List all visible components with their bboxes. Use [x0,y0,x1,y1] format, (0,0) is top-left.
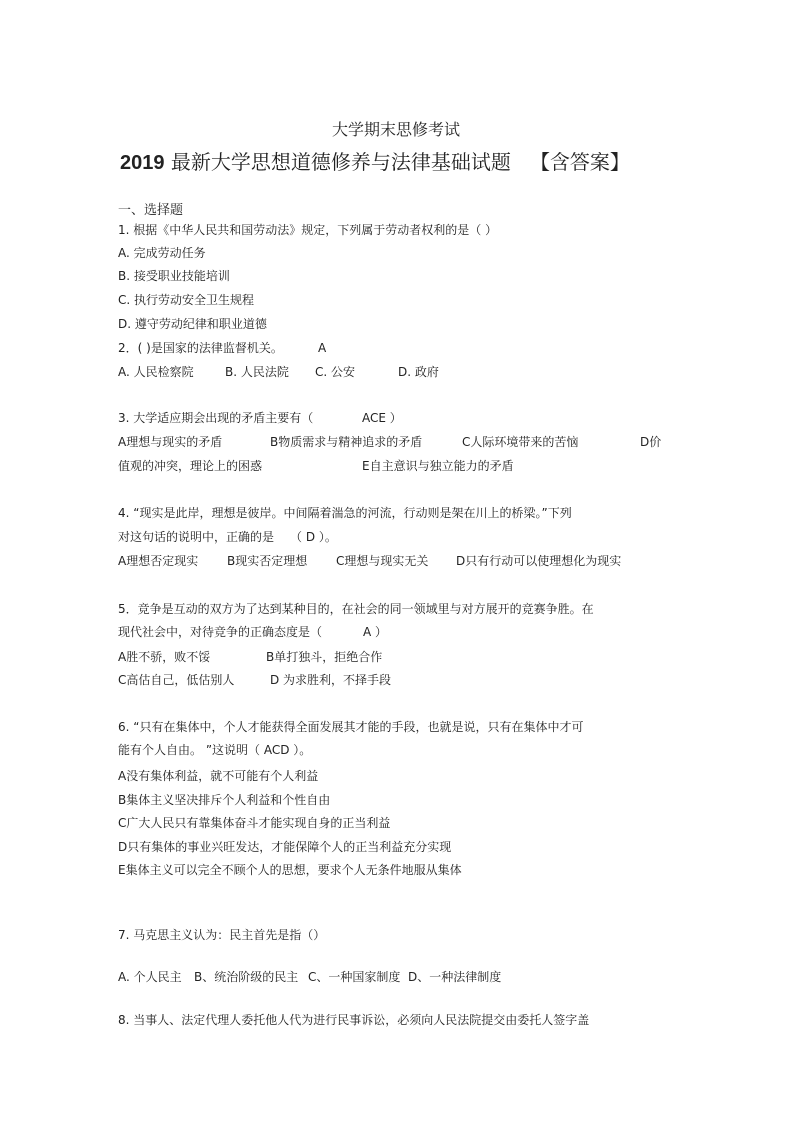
q6-option-a: A没有集体利益，就不可能有个人利益 [118,769,319,783]
question-2: 2．( )是国家的法律监督机关。 [118,341,283,355]
q2-answer: A [318,341,327,355]
q1-option-b: B. 接受职业技能培训 [118,269,230,283]
q3-option-b: B物质需求与精神追求的矛盾 [270,435,423,449]
q5-option-a: A胜不骄，败不馁 [118,650,211,664]
q3-option-e: E自主意识与独立能力的矛盾 [362,459,514,473]
q2-option-b: B. 人民法院 [225,365,289,379]
question-3: 3. 大学适应期会出现的矛盾主要有（ [118,411,314,425]
question-6: 6. “只有在集体中，个人才能获得全面发展其才能的手段，也就是说，只有在集体中才可 [118,720,584,734]
q7-option-d: D、一种法律制度 [408,970,502,984]
document-title [120,148,630,177]
q5-option-b: B单打独斗，拒绝合作 [266,650,383,664]
q7-option-a: A. 个人民主 [118,970,182,984]
title-text: 最新大学思想道德修养与法律基础试题 [170,150,511,174]
q3-answer: ACE ） [362,411,402,425]
q5-answer: A ） [363,625,388,639]
q2-option-c: C. 公安 [315,365,356,379]
title-tag: 【含答案】 [529,150,630,174]
q6-option-c: C广大人民只有靠集体奋斗才能实现自身的正当利益 [118,816,391,830]
q2-option-a: A. 人民检察院 [118,365,194,379]
q3-option-c: C人际环境带来的苦恼 [462,435,579,449]
q3-option-d: D价 [640,435,662,449]
question-8: 8. 当事人、法定代理人委托他人代为进行民事诉讼，必须向人民法院提交由委托人签字盖 [118,1013,590,1027]
question-5: 5．竞争是互动的双方为了达到某种目的，在社会的同一领域里与对方展开的竞赛争胜。在 [118,602,594,616]
q4-answer: （ D ）。 [290,530,337,544]
question-7: 7. 马克思主义认为：民主首先是指（） [118,928,326,942]
q4-option-b: B现实否定理想 [227,554,308,568]
q6-option-e: E集体主义可以完全不顾个人的思想，要求个人无条件地服从集体 [118,863,462,877]
q3-option-d-cont: 值观的冲突，理论上的困惑 [118,459,263,473]
question-5-cont: 现代社会中，对待竞争的正确态度是（ [118,625,323,639]
title-year: 2019 [120,152,165,174]
q6-option-d: D只有集体的事业兴旺发达，才能保障个人的正当利益充分实现 [118,840,452,854]
q1-option-c: C. 执行劳动安全卫生规程 [118,293,255,307]
q4-option-a: A理想否定现实 [118,554,199,568]
q3-option-a: A理想与现实的矛盾 [118,435,223,449]
q2-option-d: D. 政府 [398,365,439,379]
section-heading: 一、选择题 [118,203,184,218]
q4-option-d: D只有行动可以使理想化为现实 [456,554,622,568]
question-4-cont: 对这句话的说明中，正确的是 [118,530,275,544]
q1-option-d: D. 遵守劳动纪律和职业道德 [118,317,267,331]
q7-option-b: B、统治阶级的民主 [194,970,299,984]
q5-option-c: C高估自己，低估别人 [118,673,235,687]
q7-option-c: C、一种国家制度 [308,970,401,984]
exam-subtitle: 大学期末思修考试 [331,120,460,139]
q6-option-b: B集体主义坚决排斥个人利益和个性自由 [118,793,331,807]
q1-option-a: A. 完成劳动任务 [118,246,206,260]
question-4: 4. “现实是此岸，理想是彼岸。中间隔着湍急的河流，行动则是架在川上的桥梁。”下列 [118,506,572,520]
q4-option-c: C理想与现实无关 [336,554,429,568]
question-1: 1. 根据《中华人民共和国劳动法》规定，下列属于劳动者权利的是（ ） [118,223,498,237]
question-6-cont: 能有个人自由。 ”这说明（ ACD ）。 [118,743,312,757]
q5-option-d: D 为求胜利，不择手段 [270,673,392,687]
